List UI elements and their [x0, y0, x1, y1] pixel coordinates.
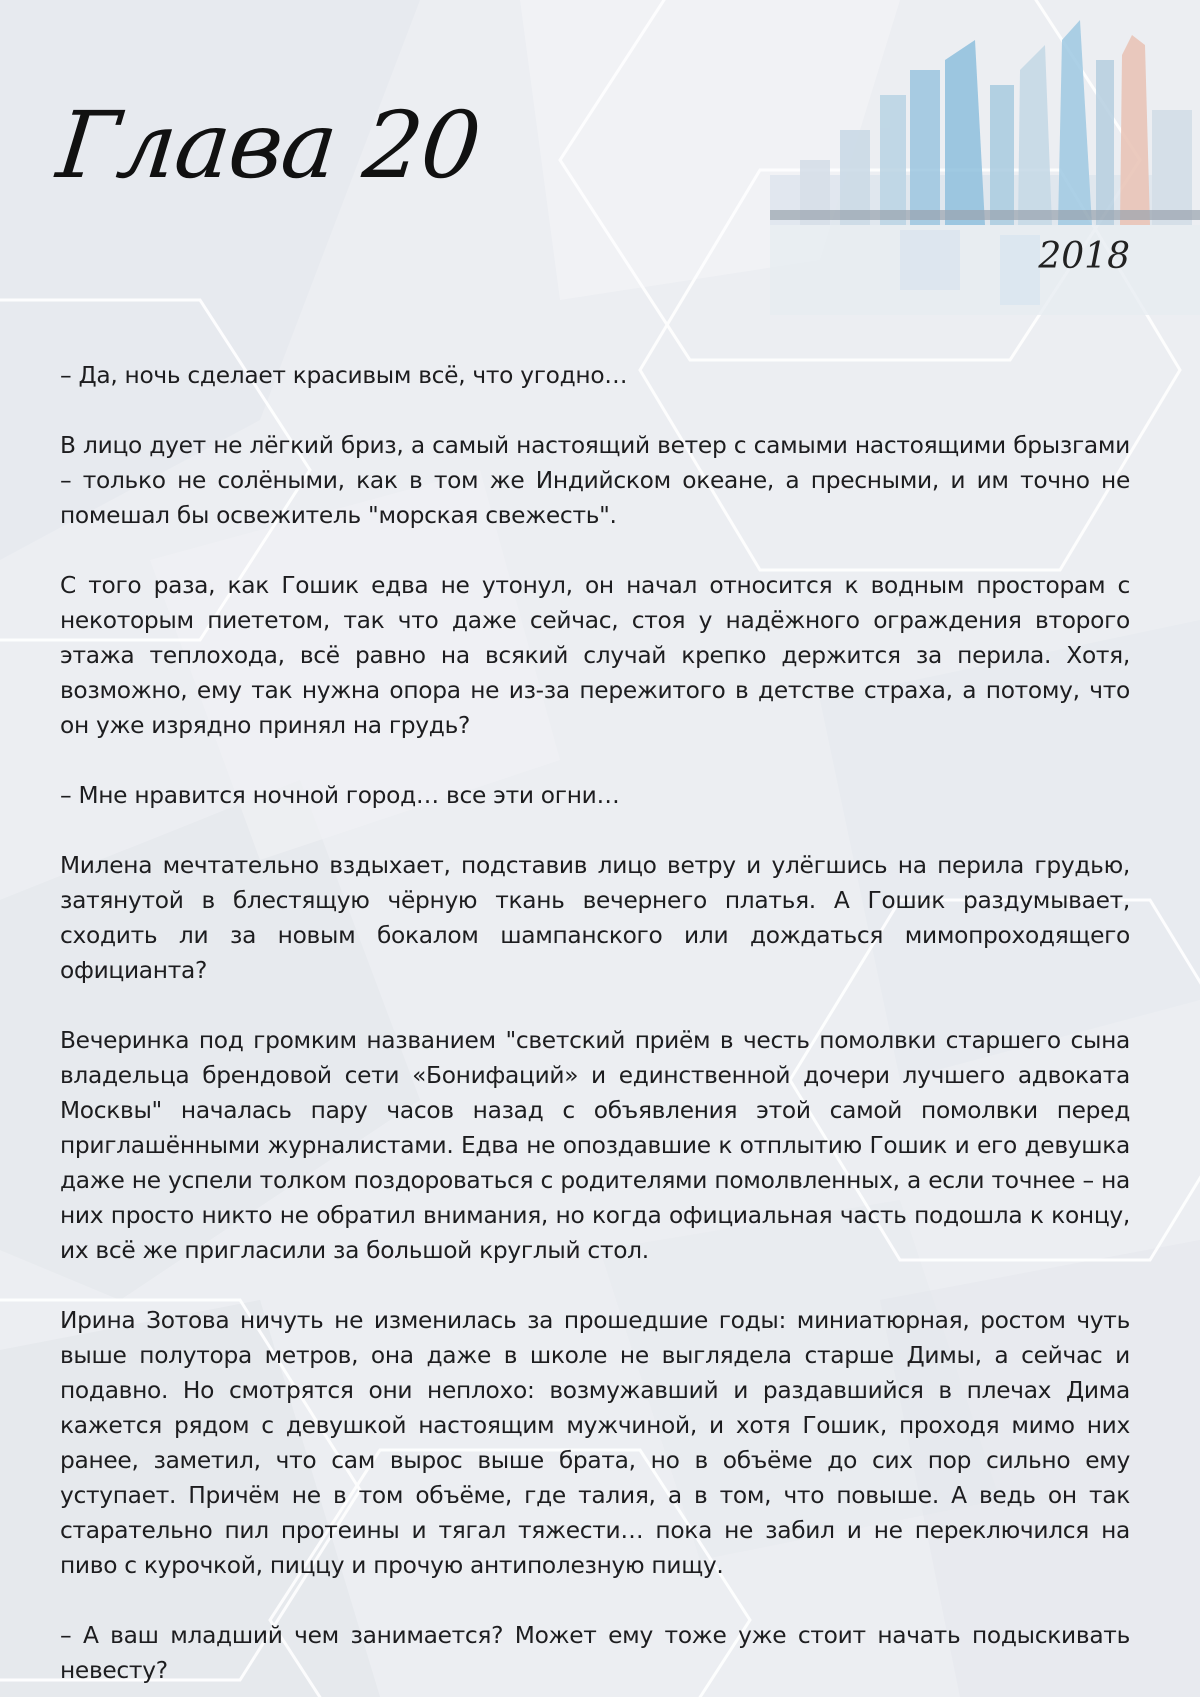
paragraph: Вечеринка под громким названием "светский приём в честь помолвки старшего сына владельца брендовой сети «Бонифаций» и единственной дочери лучшего адвоката Москвы" началась пару часов назад с объявления этой самой помолвки перед приглашёнными журналистами. Едва не опоздавшие к отплытию Гошик и его девушка даже не успели толком поздороваться с родителями помолвленных, а если точнее – на них просто никто не обратил внимания, но когда официальная часть подошла к концу, их всё же пригласили за большой круглый стол. — [60, 1027, 1130, 1264]
paragraph: Ирина Зотова ничуть не изменилась за прошедшие годы: миниатюрная, ростом чуть выше полутора метров, она даже в школе не выглядела старше Димы, а сейчас и подавно. Но смотрятся они неплохо: возмужавший и раздавшийся в плечах Дима кажется рядом с девушкой настоящим мужчиной, и хотя Гошик, проходя мимо них ранее, заметил, что сам вырос выше брата, но в объёме до сих пор сильно ему уступает. Причём не в том объёме, где талия, а в том, что повыше. А ведь он так старательно пил протеины и тягал тяжести… пока не забил и не переключился на пиво с курочкой, пиццу и прочую антиполезную пищу. — [60, 1307, 1130, 1579]
chapter-title: Глава 20 — [52, 92, 485, 199]
chapter-year: 2018 — [1038, 236, 1130, 277]
paragraph: С того раза, как Гошик едва не утонул, он начал относится к водным просторам с некоторым пиететом, так что даже сейчас, стоя у надёжного ограждения второго этажа теплохода, всё равно на всякий случай крепко держится за перила. Хотя, возможно, ему так нужна опора не из-за пережитого в детстве страха, а потому, что он уже изрядно принял на грудь? — [60, 572, 1130, 739]
paragraph: – А ваш младший чем занимается? Может ему тоже уже стоит начать подыскивать невесту? — [60, 1622, 1130, 1684]
paragraph: – Мне нравится ночной город… все эти огни… — [60, 782, 620, 809]
chapter-text — [60, 358, 1130, 1688]
paragraph: В лицо дует не лёгкий бриз, а самый настоящий ветер с самыми настоящими брызгами – только не солёными, как в том же Индийском океане, а пресными, и им точно не помешал бы освежитель "морская свежесть". — [60, 432, 1130, 529]
paragraph: Милена мечтательно вздыхает, подставив лицо ветру и улёгшись на перила грудью, затянутой в блестящую чёрную ткань вечернего платья. А Гошик раздумывает, сходить ли за новым бокалом шампанского или дождаться мимопроходящего официанта? — [60, 852, 1130, 984]
paragraph: – Да, ночь сделает красивым всё, что угодно… — [60, 362, 628, 389]
